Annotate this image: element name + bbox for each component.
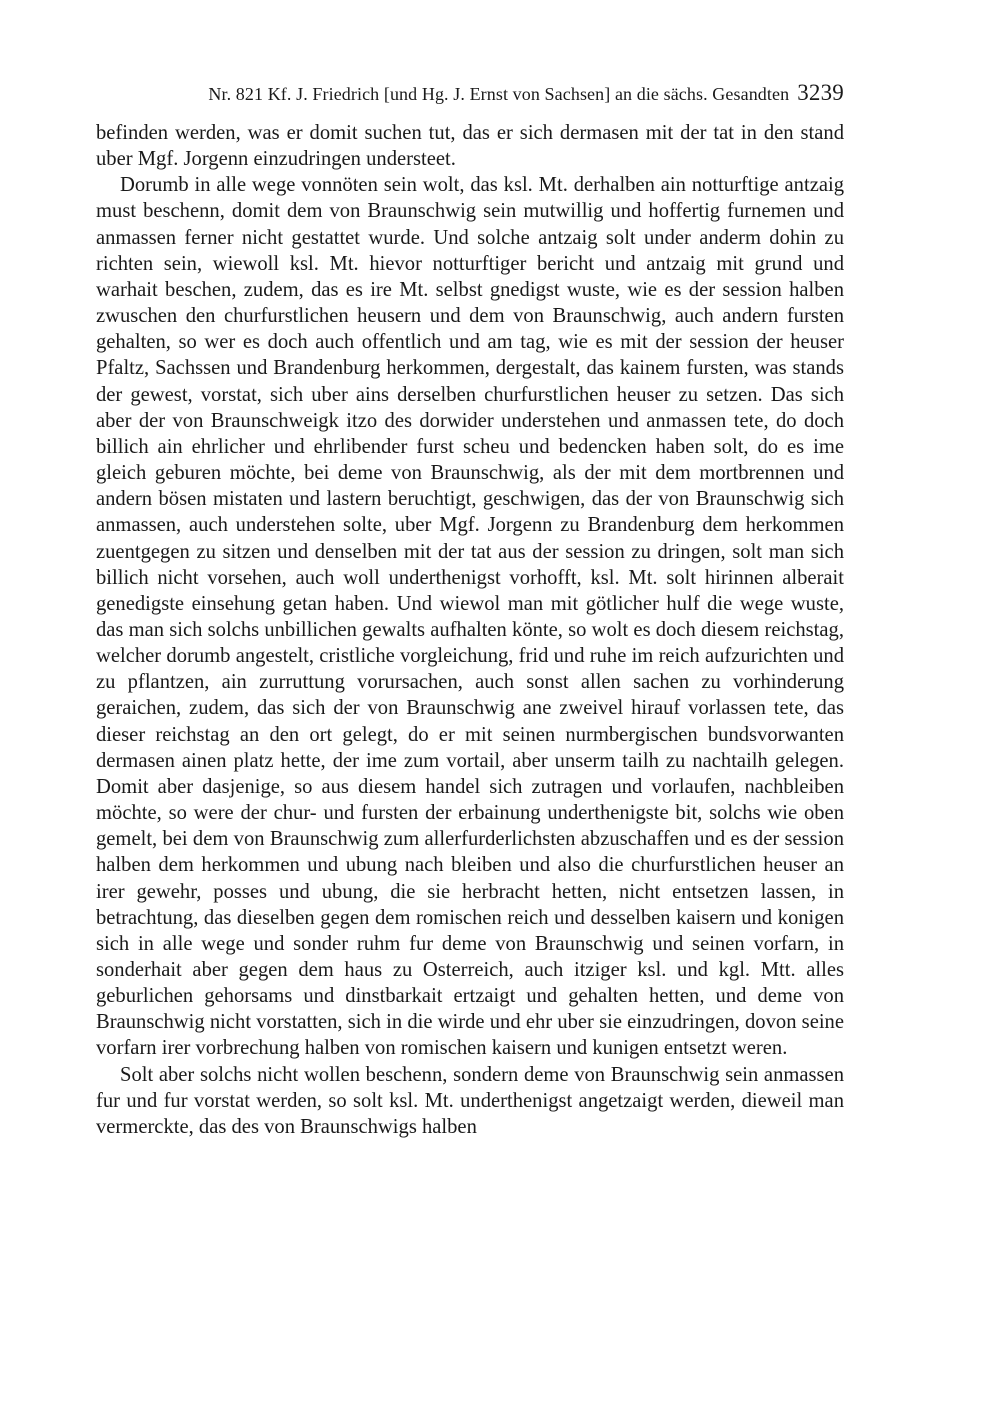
paragraph-3: Solt aber solchs nicht wollen beschenn, sondern deme von Braunschwig sein anmassen fur und fur vorstat werden, so solt ksl. Mt. underthenigst angetzaigt werden, dieweil man vermerckte, das des von Braunschwigs halben — [96, 1063, 844, 1138]
header-title: Nr. 821 Kf. J. Friedrich [und Hg. J. Ernst von Sachsen] an die sächs. Gesandten — [208, 84, 790, 104]
page-number: 3239 — [797, 80, 844, 105]
paragraph-1: befinden werden, was er domit suchen tut, das er sich dermasen mit der tat in den stand uber Mgf. Jorgenn einzudringen understeet. — [96, 122, 844, 171]
body-text — [96, 120, 844, 1140]
paragraph-2: Dorumb in alle wege vonnöten sein wolt, das ksl. Mt. derhalben ain notturftige antzaig must beschenn, domit dem von Braunschwig sein mutwillig und hoffertig furnemen und anmassen ferner nicht gestattet wurde. Und solche antzaig solt under anderm dohin zu richten sein, wiewoll ksl. Mt. hievor notturftiger bericht und antzaig mit grund und warhait beschen, zudem, das es ire Mt. selbst gnedigst wuste, wie es der session halben zwuschen den churfurstlichen heusern und dem von Braunschwig, auch andern fursten gehalten, so wer es doch auch offentlich und am tag, wie es mit der session der heuser Pfaltz, Sachssen und Brandenburg herkommen, dergestalt, das kainem fursten, was stands der gewest, vorstat, sich uber ains derselben churfurstlichen heuser zu setzen. Das sich aber der von Braunschweigk itzo des dorwider understehen und anmassen tete, do doch billich ain ehrlicher und ehrlibender furst scheu und bedencken haben solt, do es ime gleich geburen möchte, bei deme von Braunschwig, als der mit dem mortbrennen und andern bösen mistaten und lastern beruchtigt, geschwigen, das der von Braunschwig sich anmassen, auch understehen solte, uber Mgf. Jorgenn zu Brandenburg dem herkommen zuentgegen zu sitzen und denselben mit der tat aus der session zu dringen, solt man sich billich nicht vorsehen, auch woll underthenigst vorhofft, ksl. Mt. solt hirinnen alberait genedigste einsehung getan haben. Und wiewol man mit götlicher hulf die wege wuste, das man sich solchs unbillichen gewalts aufhalten könte, so wolt es doch diesem reichstag, welcher dorumb angestelt, cristliche vorgleichung, frid und ruhe im reich aufzurichten und zu pflantzen, ain zurruttung vorursachen, auch sonst allen sachen zu vorhinderung geraichen, zudem, das sich der von Braunschwig ane zweivel hirauf vorlassen tete, das dieser reichstag an den ort gelegt, do er mit seinen nurmbergischen bundsvorwanten dermasen ainen platz hette, der ime zum vortail, aber unserm tailh zu nachtailh gelegen. Domit aber dasjenige, so aus diesem handel sich zutragen und vorlaufen, nachbleiben möchte, so were der chur- und fursten der erbainung underthenigste bit, solchs wie oben gemelt, bei dem von Braunschwig zum allerfurderlichsten abzuschaffen und es der session halben dem herkommen und ubung nach bleiben und also die churfurstlichen heuser an irer gewehr, posses und ubung, die sie herbracht hetten, nicht entsetzen lassen, in betrachtung, das dieselben gegen dem romischen reich und desselben kaisern und konigen sich in alle wege und sonder ruhm fur deme von Braunschwig und seinen vorfarn, in sonderhait aber gegen dem haus zu Osterreich, auch itziger ksl. und kgl. Mtt. alles geburlichen gehorsams und dinstbarkait ertzaigt und gehalten hetten, und deme von Braunschwig nicht vorstatten, sich in die wirde und ehr uber sie einzudringen, dovon seine vorfarn irer vorbrechung halben von romischen kaisern und kunigen entsetzt weren. — [96, 174, 844, 1060]
running-header — [96, 80, 844, 106]
